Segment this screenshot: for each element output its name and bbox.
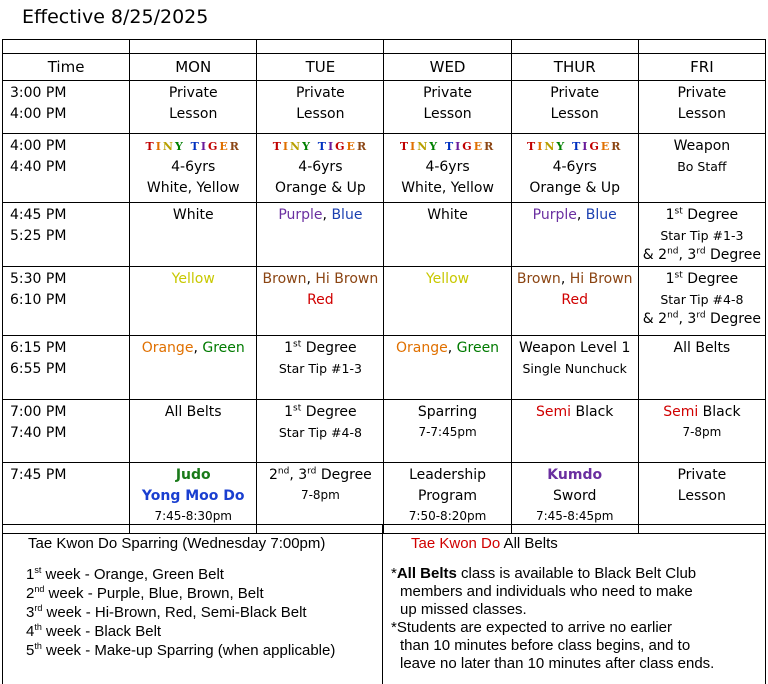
tiny-tiger-letter: E — [219, 140, 230, 153]
class-cell: Private Lesson — [638, 81, 765, 134]
tiny-tiger-letter: G — [462, 140, 474, 153]
time-slot: 7:45 PM — [3, 463, 130, 534]
tiny-tiger-letter: R — [356, 140, 369, 153]
class-cell: White — [384, 203, 511, 267]
tiny-tiger-letter: G — [207, 140, 220, 153]
tiny-tiger-letter: I — [155, 140, 163, 153]
tiny-tiger-letter: N — [544, 140, 557, 153]
tiny-tiger-letter: R — [611, 140, 623, 153]
tiny-tiger-letter: I — [582, 140, 590, 153]
schedule-row — [3, 203, 766, 267]
tiny-tiger-letter: T — [145, 140, 156, 153]
tiny-tiger-letter: Y — [556, 140, 567, 153]
class-cell: Kumdo Sword 7:45-8:45pm — [511, 463, 638, 534]
tiny-tiger-letter: E — [473, 140, 485, 153]
schedule-row — [3, 81, 766, 134]
class-schedule-table — [2, 39, 766, 534]
tiny-tiger-letter: I — [327, 140, 336, 153]
schedule-row — [3, 400, 766, 463]
class-cell: Semi Black — [511, 400, 638, 463]
tiny-tiger-letter: Y — [429, 140, 440, 153]
effective-date: Effective 8/25/2025 — [22, 6, 209, 28]
sparring-weeks — [26, 565, 335, 660]
class-cell: Purple, Blue — [511, 203, 638, 267]
class-cell: 1st Degree Star Tip #1-3 — [257, 336, 384, 400]
tiny-tiger-letter: T — [444, 140, 456, 153]
sparring-week: 4th week - Black Belt — [26, 622, 162, 640]
header-row — [3, 54, 766, 81]
class-cell: Brown, Hi Brown Red — [257, 267, 384, 336]
class-cell: Yellow — [130, 267, 257, 336]
all-belts-notes: *All Belts class is available to Black Belt Club members and individuals who need to make up missed classes. *Students are expected to arrive no earlier than 10 minutes before class begins, and to leave no later than 10 minutes after class ends. — [391, 565, 715, 672]
class-cell: Private Lesson — [384, 81, 511, 134]
tiny-tiger-letter: G — [335, 140, 347, 153]
notes-section — [2, 524, 766, 684]
tiny-tiger-letter: G — [589, 140, 601, 153]
tiny-tiger-letter: I — [200, 140, 208, 153]
class-cell: Sparring 7-7:45pm — [384, 400, 511, 463]
class-cell: Orange, Green — [384, 336, 511, 400]
class-cell: Orange, Green — [130, 336, 257, 400]
time-slot: 7:00 PM 7:40 PM — [3, 400, 130, 463]
tiny-tiger-letter: Y — [174, 140, 185, 153]
class-cell: TINY TIGER 4-6yrs White, Yellow — [384, 134, 511, 203]
sparring-box — [2, 525, 383, 684]
tiny-tiger-letter: R — [484, 140, 496, 153]
class-cell: TINY TIGER 4-6yrs White, Yellow — [130, 134, 257, 203]
sparring-week: 3rd week - Hi-Brown, Red, Semi-Black Belt — [26, 603, 307, 621]
schedule-row — [3, 267, 766, 336]
tiny-tiger-letter: R — [229, 140, 241, 153]
class-cell: Private Lesson — [130, 81, 257, 134]
tiny-tiger-letter: N — [290, 140, 303, 153]
class-cell: Weapon Bo Staff — [638, 134, 765, 203]
class-cell: Private Lesson — [638, 463, 765, 534]
day-header-fri: FRI — [638, 54, 765, 81]
class-cell: TINY TIGER 4-6yrs Orange & Up — [511, 134, 638, 203]
tiny-tiger-letter: N — [417, 140, 430, 153]
time-slot: 4:45 PM 5:25 PM — [3, 203, 130, 267]
schedule-row — [3, 336, 766, 400]
tiny-tiger-letter: N — [162, 140, 175, 153]
class-cell: Purple, Blue — [257, 203, 384, 267]
time-slot: 3:00 PM 4:00 PM — [3, 81, 130, 134]
class-cell: 1st Degree Star Tip #4-8 & 2nd, 3rd Degree — [638, 267, 765, 336]
sparring-title: Tae Kwon Do Sparring (Wednesday 7:00pm) — [28, 535, 326, 552]
tiny-tiger-logo — [257, 136, 383, 157]
sparring-week: 5th week - Make-up Sparring (when applicable) — [26, 641, 336, 659]
time-slot: 4:00 PM 4:40 PM — [3, 134, 130, 203]
schedule-row — [3, 134, 766, 203]
tiny-tiger-logo — [130, 136, 256, 157]
time-slot: 6:15 PM 6:55 PM — [3, 336, 130, 400]
tiny-tiger-letter: E — [346, 140, 357, 153]
class-cell: All Belts — [638, 336, 765, 400]
tiny-tiger-letter: T — [317, 140, 328, 153]
tiny-tiger-logo — [384, 136, 510, 157]
all-belts-title: Tae Kwon Do All Belts — [411, 535, 558, 552]
day-header-thur: THUR — [511, 54, 638, 81]
all-belts-box — [383, 525, 766, 684]
class-cell: 2nd, 3rd Degree 7-8pm — [257, 463, 384, 534]
tiny-tiger-letter: I — [455, 140, 463, 153]
sparring-week: 1st week - Orange, Green Belt — [26, 565, 224, 583]
class-cell: Leadership Program 7:50-8:20pm — [384, 463, 511, 534]
tiny-tiger-letter: T — [272, 140, 283, 153]
class-cell: Weapon Level 1 Single Nunchuck — [511, 336, 638, 400]
class-cell: Judo Yong Moo Do 7:45-8:30pm — [130, 463, 257, 534]
tiny-tiger-letter: T — [399, 140, 411, 153]
class-cell: Brown, Hi Brown Red — [511, 267, 638, 336]
tiny-tiger-letter: I — [537, 140, 545, 153]
tiny-tiger-letter: Y — [302, 140, 312, 153]
class-cell: All Belts — [130, 400, 257, 463]
spacer-row — [3, 40, 766, 54]
tiny-tiger-letter: I — [282, 140, 291, 153]
tiny-tiger-letter: T — [527, 140, 538, 153]
sparring-week: 2nd week - Purple, Blue, Brown, Belt — [26, 584, 264, 602]
day-header-wed: WED — [384, 54, 511, 81]
tiny-tiger-logo — [512, 136, 638, 157]
tiny-tiger-letter: E — [600, 140, 612, 153]
class-cell: 1st Degree Star Tip #1-3 & 2nd, 3rd Degree — [638, 203, 765, 267]
tiny-tiger-letter: T — [190, 140, 201, 153]
class-cell: Yellow — [384, 267, 511, 336]
class-cell: Private Lesson — [257, 81, 384, 134]
class-cell: White — [130, 203, 257, 267]
time-header: Time — [3, 54, 130, 81]
time-slot: 5:30 PM 6:10 PM — [3, 267, 130, 336]
day-header-mon: MON — [130, 54, 257, 81]
day-header-tue: TUE — [257, 54, 384, 81]
class-cell: TINY TIGER 4-6yrs Orange & Up — [257, 134, 384, 203]
class-cell: Semi Black 7-8pm — [638, 400, 765, 463]
tiny-tiger-letter: T — [572, 140, 583, 153]
schedule-row — [3, 463, 766, 534]
class-cell: 1st Degree Star Tip #4-8 — [257, 400, 384, 463]
class-cell: Private Lesson — [511, 81, 638, 134]
tiny-tiger-letter: I — [410, 140, 418, 153]
